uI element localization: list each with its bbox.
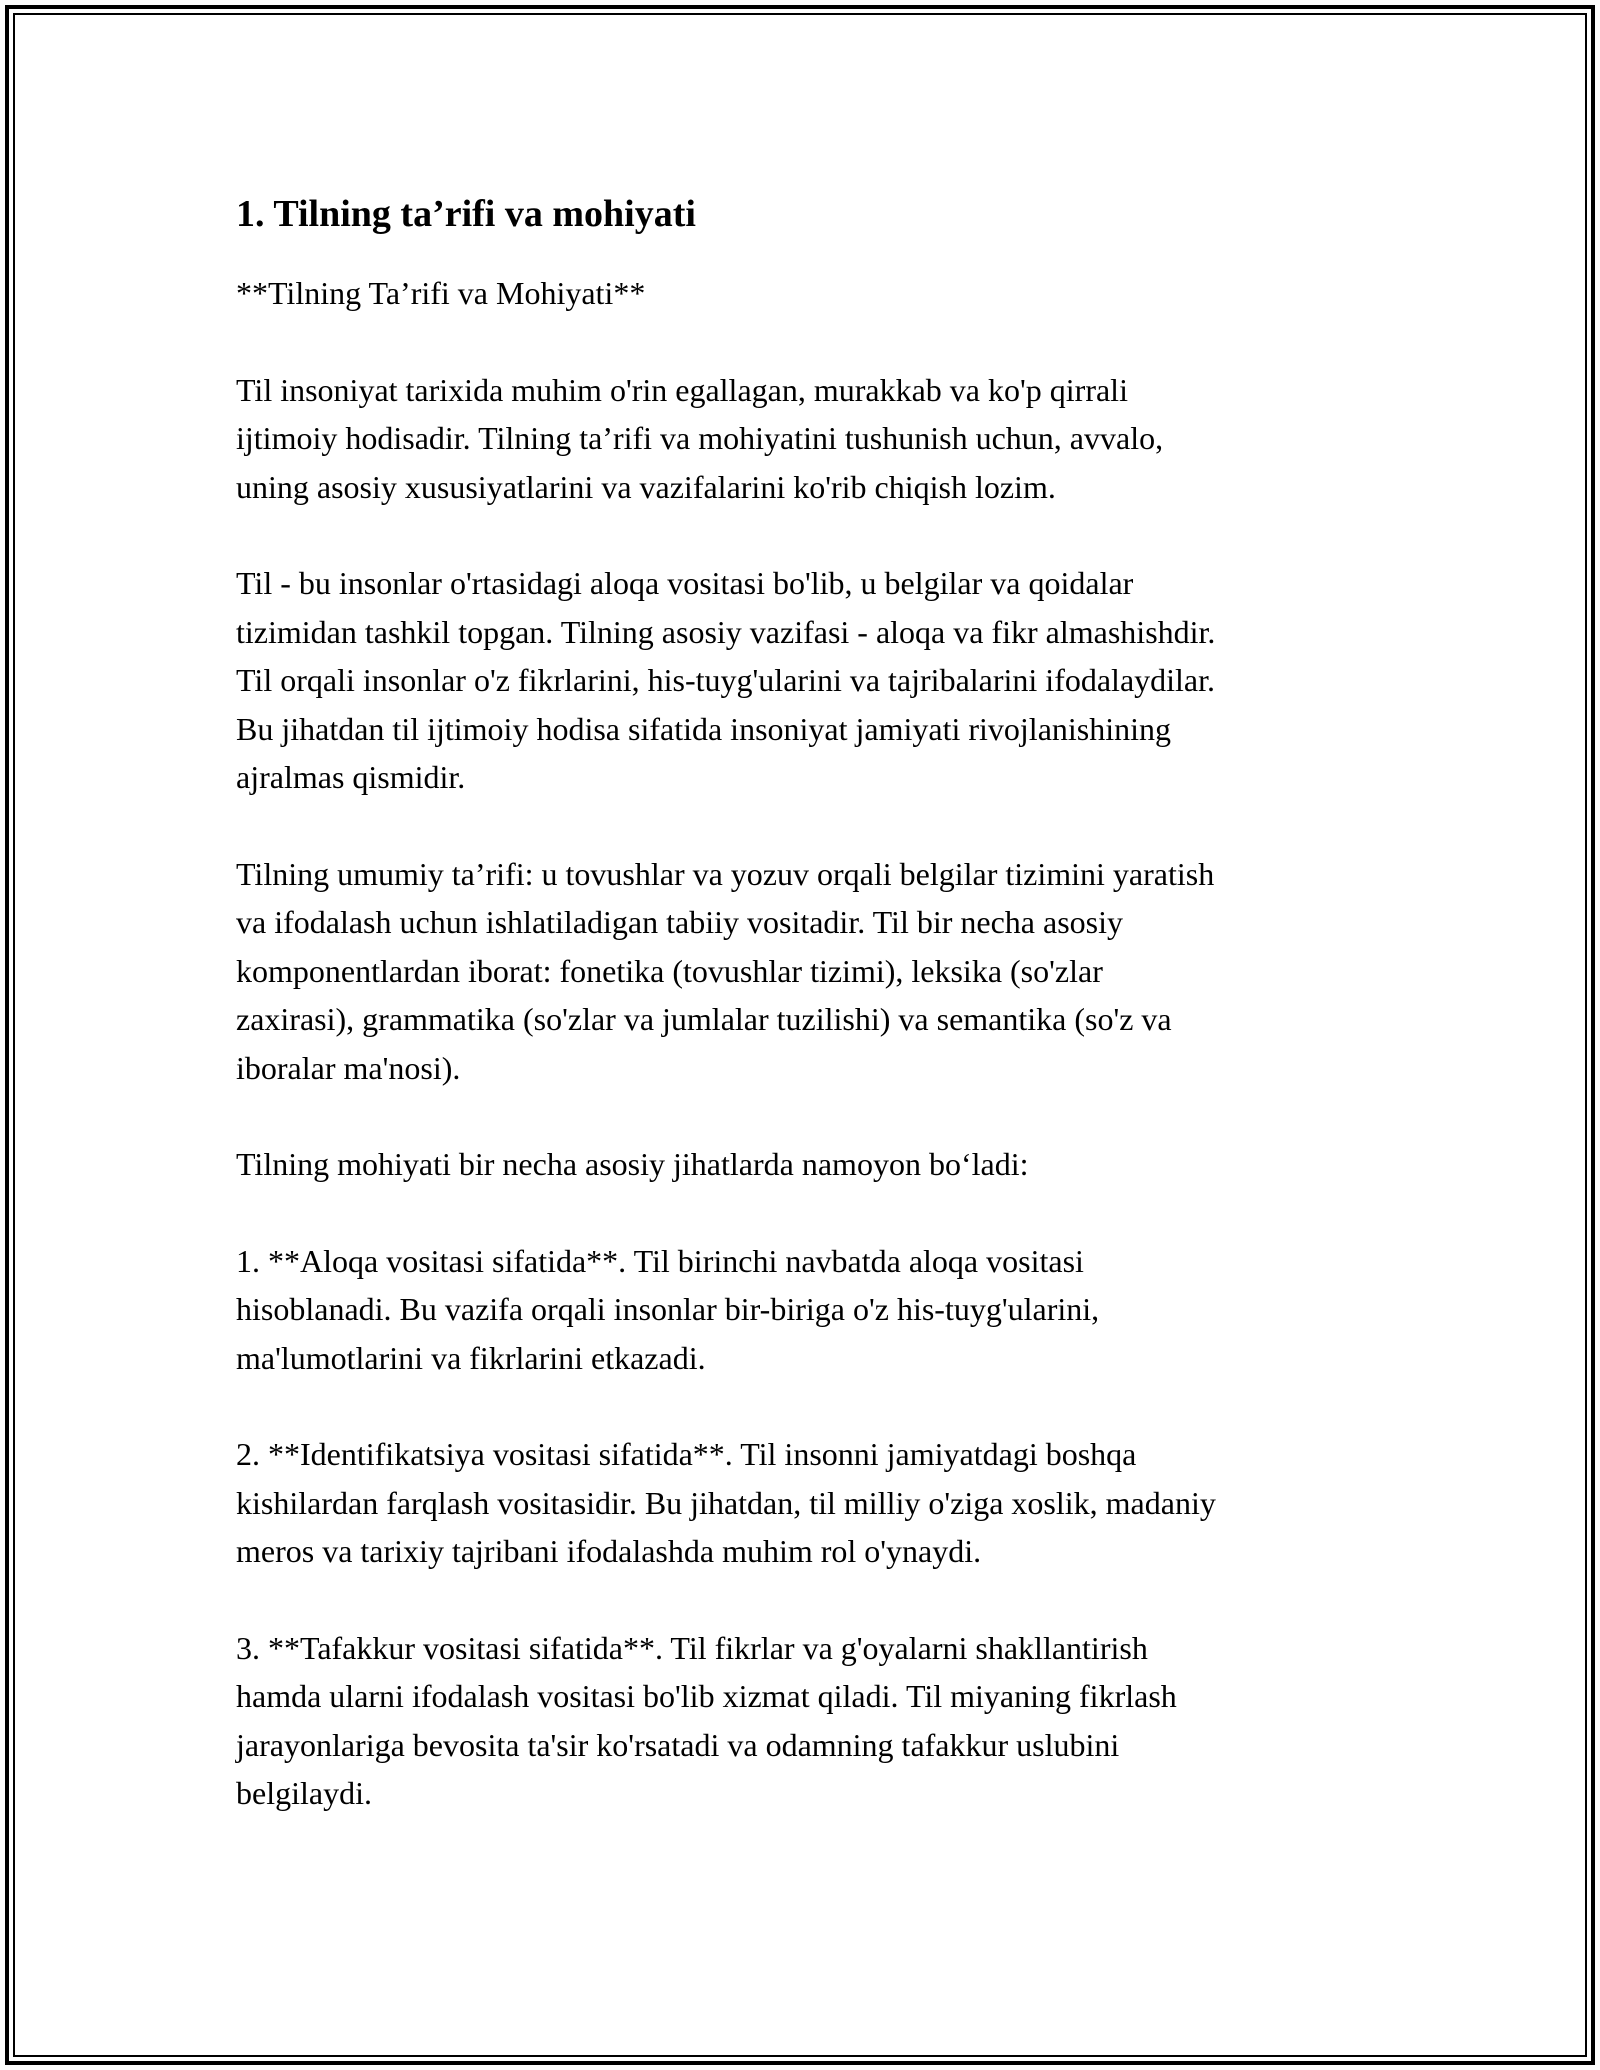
text-line: zaxirasi), grammatika (so'zlar va jumlalar tuzilishi) va semantika (so'z va	[236, 1001, 1172, 1037]
text-line: iboralar ma'nosi).	[236, 1049, 461, 1086]
text-line: Til - bu insonlar o'rtasidagi aloqa vositasi bo'lib, u belgilar va qoidalar	[236, 565, 1134, 601]
text-line: tizimidan tashkil topgan. Tilning asosiy vazifasi - aloqa va fikr almashishdir.	[236, 613, 1216, 650]
text-line: kishilardan farqlash vositasidir. Bu jihatdan, til milliy o'ziga xoslik, madaniy	[236, 1484, 1216, 1521]
text-line: va ifodalash uchun ishlatiladigan tabiiy vositadir. Til bir necha asosiy	[236, 904, 1123, 940]
list-item-3	[236, 1624, 1376, 1818]
text-line: uning asosiy xususiyatlarini va vazifalarini ko'rib chiqish lozim.	[236, 468, 1056, 505]
text-line: Bu jihatdan til ijtimoiy hodisa sifatida insoniyat jamiyati rivojlanishining	[236, 710, 1172, 747]
text-line: Til insoniyat tarixida muhim o'rin egallagan, murakkab va ko'p qirrali	[236, 371, 1128, 408]
text-line: Tilning umumiy ta’rifi: u tovushlar va yozuv orqali belgilar tizimini yaratish	[236, 855, 1215, 892]
text-line: 2. **Identifikatsiya vositasi sifatida**. Til insonni jamiyatdagi boshqa	[236, 1436, 1137, 1472]
text-line: belgilaydi.	[236, 1775, 372, 1811]
subtitle-paragraph	[236, 269, 1376, 318]
text-line: ajralmas qismidir.	[236, 759, 466, 795]
text-line: ijtimoiy hodisadir. Tilning ta’rifi va mohiyatini tushunish uchun, avvalo,	[236, 420, 1164, 456]
intro-paragraph	[236, 366, 1376, 512]
text-line: ma'lumotlarini va fikrlarini etkazadi.	[236, 1339, 706, 1376]
text-line: Til orqali insonlar o'z fikrlarini, his-tuyg'ularini va tajribalarini ifodalaydilar.	[236, 662, 1216, 698]
text-line: jarayonlariga bevosita ta'sir ko'rsatadi va odamning tafakkur uslubini	[236, 1726, 1120, 1763]
text-line: **Tilning Ta’rifi va Mohiyati**	[236, 275, 646, 311]
general-definition-paragraph	[236, 850, 1376, 1093]
list-item-1	[236, 1237, 1376, 1383]
text-line: komponentlardan iborat: fonetika (tovushlar tizimi), leksika (so'zlar	[236, 952, 1103, 989]
text-line: hisoblanadi. Bu vazifa orqali insonlar bir-biriga o'z his-tuyg'ularini,	[236, 1291, 1100, 1327]
text-line: Tilning mohiyati bir necha asosiy jihatlarda namoyon bo‘ladi:	[236, 1146, 1029, 1182]
essence-intro-paragraph	[236, 1140, 1376, 1189]
document-body	[236, 185, 1376, 1866]
list-item-2	[236, 1430, 1376, 1576]
text-line: meros va tarixiy tajribani ifodalashda muhim rol o'ynaydi.	[236, 1533, 982, 1569]
text-line: hamda ularni ifodalash vositasi bo'lib xizmat qiladi. Til miyaning fikrlash	[236, 1678, 1177, 1714]
definition-paragraph	[236, 559, 1376, 802]
text-line: 3. **Tafakkur vositasi sifatida**. Til fikrlar va g'oyalarni shakllantirish	[236, 1629, 1148, 1666]
section-heading: 1. Tilning ta’rifi va mohiyati	[236, 193, 696, 235]
text-line: 1. **Aloqa vositasi sifatida**. Til birinchi navbatda aloqa vositasi	[236, 1242, 1084, 1279]
